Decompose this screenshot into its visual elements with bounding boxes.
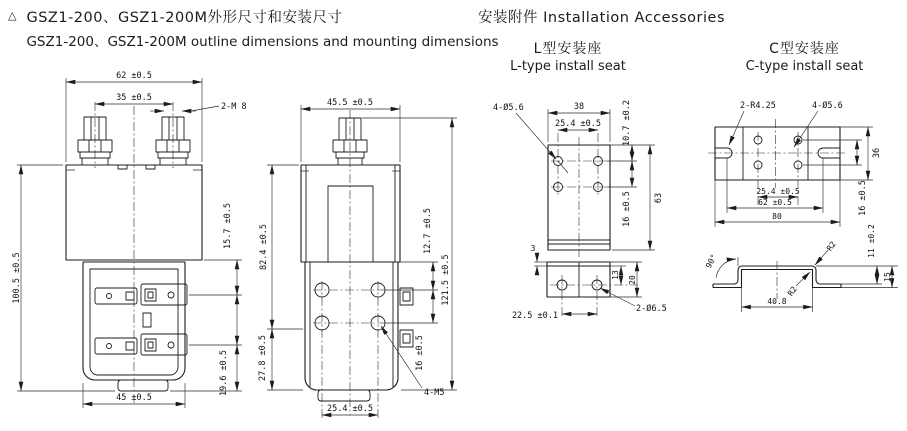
dim-lseat-thickness: 3 <box>530 244 536 253</box>
front-view-centerlines <box>95 102 173 403</box>
side-view-centerlines <box>313 110 387 420</box>
dim-lseat-top-offset: 10.7 ±0.2 <box>622 99 632 147</box>
dim-front-terminal-spacing: 35 ±0.5 <box>116 93 152 103</box>
c-seat-title-zh: C型安装座 <box>769 41 840 57</box>
c-seat-drawing <box>690 85 907 385</box>
callout-cseat-end-slots: 2-R4.25 <box>740 101 776 111</box>
l-seat-base-dimensions <box>512 244 667 321</box>
dim-cseat-slot-spacing: 62 ±0.5 <box>758 198 792 207</box>
callout-cseat-face-holes: 4-Ø5.6 <box>812 101 843 111</box>
page-title-zh: GSZ1-200、GSZ1-200M外形尺寸和安装尺寸 <box>26 10 343 26</box>
c-seat-profile <box>713 261 841 299</box>
l-seat-title <box>488 38 648 74</box>
dim-cseat-bend-radius-inner: R2 <box>785 284 799 298</box>
side-lower-block <box>305 262 413 401</box>
c-seat-top-dimensions <box>715 100 882 227</box>
dim-cseat-channel-width: 40.8 <box>767 297 787 306</box>
dim-side-overall-height: 121.5 ±0.5 <box>441 254 451 306</box>
dim-side-lower-section: 27.8 ±0.5 <box>258 334 268 382</box>
dim-cseat-bend-radius-outer: R2 <box>824 239 838 253</box>
callout-side-mounting-holes: 4-M5 <box>424 388 445 398</box>
dim-front-bottom-width: 45 ±0.5 <box>116 393 152 403</box>
dim-cseat-bend-angle: 90° <box>704 252 719 270</box>
dim-front-overall-height: 100.5 ±0.5 <box>12 252 22 304</box>
side-view-drawing <box>255 85 465 431</box>
callout-lseat-base-holes: 2-Ø6.5 <box>636 304 667 314</box>
accessories-header: 安装附件 Installation Accessories <box>478 10 726 26</box>
dim-cseat-plate-height: 36 <box>872 147 882 159</box>
dim-side-hole-spacing-v: 16 ±0.5 <box>415 335 425 371</box>
l-seat-title-en: L-type install seat <box>510 59 626 74</box>
dim-cseat-hole-spacing-v: 16 ±0.5 <box>858 180 868 216</box>
c-seat-title-en: C-type install seat <box>745 59 864 74</box>
l-seat-base-plate <box>547 262 638 318</box>
dim-side-top-width: 45.5 ±0.5 <box>326 98 374 108</box>
front-lug-row1 <box>95 284 187 305</box>
front-lower-block <box>83 262 187 391</box>
dim-side-body-height: 82.4 ±0.5 <box>259 223 269 271</box>
triangle-marker: △ <box>8 9 17 22</box>
dim-cseat-flange-height: 15 <box>883 272 892 282</box>
l-seat-drawing <box>488 85 693 355</box>
front-dimensions <box>12 71 247 408</box>
page-title-en: GSZ1-200、GSZ1-200M outline dimensions and mounting dimensions <box>26 34 499 50</box>
dim-lseat-width: 38 <box>573 102 585 112</box>
l-seat-face-dimensions <box>493 100 664 250</box>
dim-lseat-hole-spacing-v: 16 ±0.5 <box>622 191 632 227</box>
side-body <box>301 165 400 262</box>
dim-front-lower-section: 19.6 ±0.5 <box>219 349 229 397</box>
dim-lseat-base-depth: 20 <box>628 275 637 285</box>
front-lug-row2 <box>95 334 187 355</box>
dim-cseat-width: 80 <box>772 212 782 221</box>
callout-lseat-face-holes: 4-Ø5.6 <box>493 103 524 113</box>
c-seat-profile-dimensions <box>704 224 898 312</box>
side-terminal <box>333 118 367 165</box>
dim-side-hole-offset: 12.7 ±0.5 <box>423 207 433 255</box>
dim-cseat-hole-spacing-h: 25.4 ±0.5 <box>756 187 800 196</box>
front-view-drawing <box>5 58 260 430</box>
dim-side-hole-spacing-h: 25.4 ±0.5 <box>326 404 374 414</box>
side-dimensions <box>258 98 457 415</box>
l-seat-face-plate <box>548 133 610 257</box>
dim-lseat-base-hole-offset: 13 <box>611 270 620 280</box>
l-seat-title-zh: L型安装座 <box>533 41 603 57</box>
dim-lseat-base-hole-spacing: 22.5 ±0.1 <box>511 311 558 321</box>
dim-lseat-height: 63 <box>654 192 664 204</box>
dim-front-upper-section: 15.7 ±0.5 <box>223 202 233 250</box>
dim-lseat-hole-spacing-h: 25.4 ±0.5 <box>554 119 602 129</box>
page-title-block <box>8 6 499 50</box>
dim-cseat-step-height: 11 ±0.2 <box>867 224 876 258</box>
c-seat-title <box>712 38 897 74</box>
dim-front-top-width: 62 ±0.5 <box>116 71 152 81</box>
callout-front-terminal-thread: 2-M 8 <box>221 102 247 112</box>
